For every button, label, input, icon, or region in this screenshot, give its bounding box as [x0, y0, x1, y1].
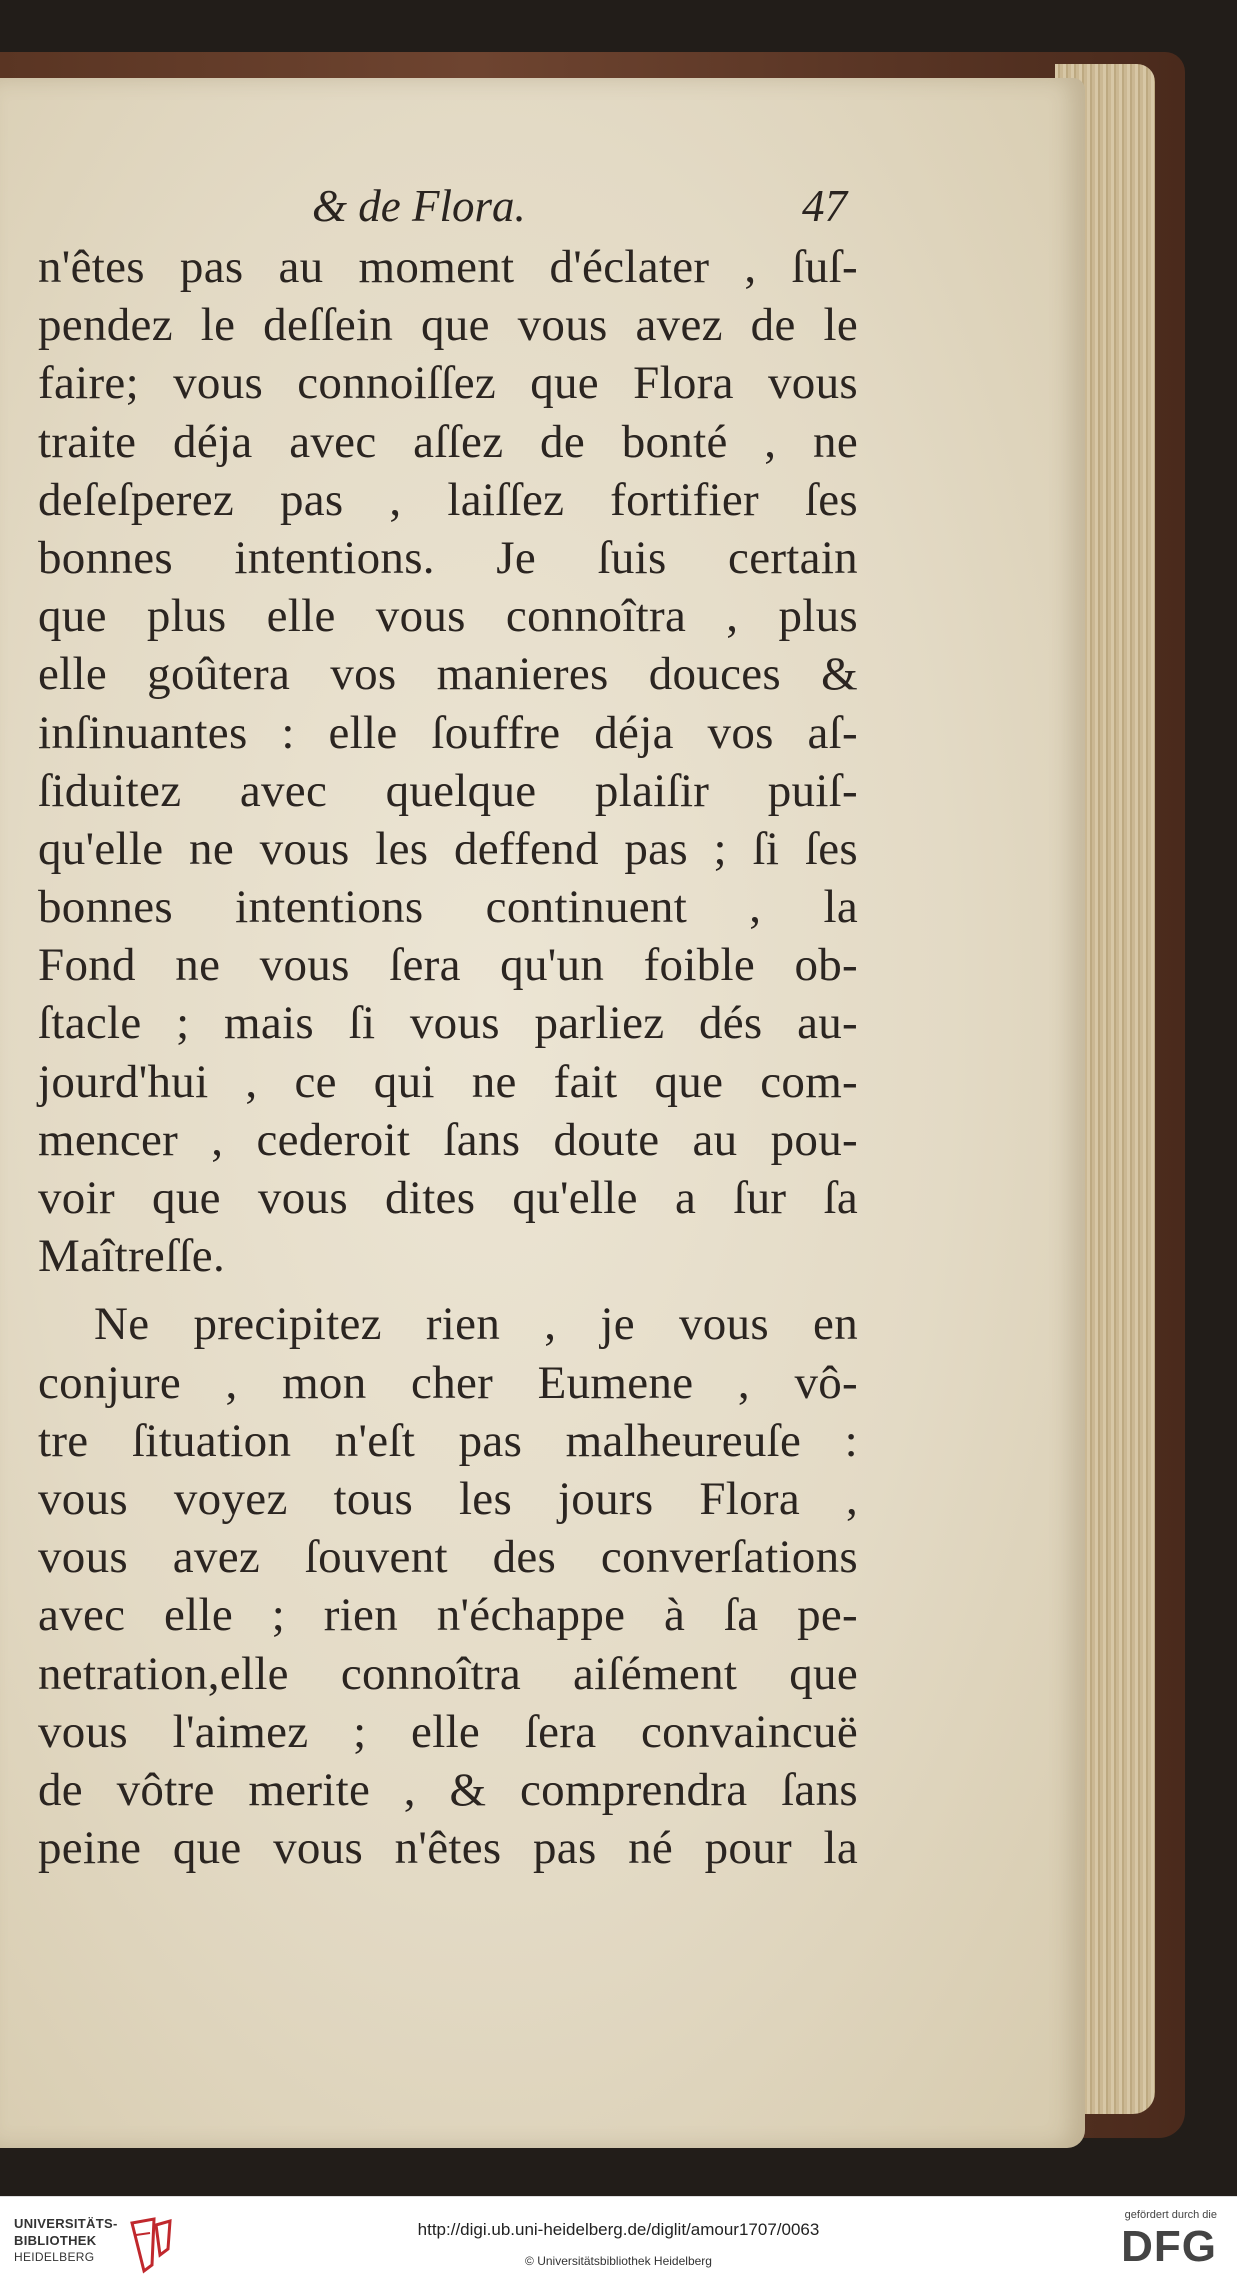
- running-head-title: & de Flora.: [312, 181, 526, 231]
- permalink-url[interactable]: http://digi.ub.uni-heidelberg.de/diglit/amour1707/0063: [417, 2220, 820, 2239]
- text-line: peine que vous n'êtes pas né pour la: [38, 1822, 858, 1875]
- library-name-line1: UNIVERSITÄTS-: [14, 2216, 118, 2231]
- text-line: netration,elle connoîtra aiſément que: [38, 1647, 858, 1700]
- text-line: elle goûtera vos manieres douces &: [38, 648, 858, 701]
- text-line: conjure , mon cher Eumene , vô-: [38, 1356, 858, 1409]
- library-name-line2: BIBLIOTHEK: [14, 2233, 97, 2248]
- viewer-footer: [0, 2196, 1237, 2287]
- page-number: 47: [802, 181, 847, 231]
- dfg-funding: [1097, 2209, 1217, 2271]
- dfg-logo: DFG: [1121, 2222, 1217, 2271]
- text-line: ſiduitez avec quelque plaiſir puiſ-: [38, 764, 858, 817]
- text-line: Ne precipitez rien , je vous en: [94, 1298, 858, 1351]
- text-line: vous avez ſouvent des converſations: [38, 1531, 858, 1584]
- text-line: deſeſperez pas , laiſſez fortifier ſes: [38, 473, 858, 526]
- text-line: Fond ne vous ſera qu'un foible ob-: [38, 939, 858, 992]
- text-line: pendez le deſſein que vous avez de le: [38, 299, 858, 352]
- text-line: mencer , cederoit ſans doute au pou-: [38, 1113, 858, 1166]
- text-line: n'êtes pas au moment d'éclater , ſuſ-: [38, 241, 858, 293]
- text-line: voir que vous dites qu'elle a ſur ſa: [38, 1172, 858, 1224]
- text-line: qu'elle ne vous les deffend pas ; ſi ſes: [38, 822, 858, 875]
- text-line: Maîtreſſe.: [38, 1230, 226, 1283]
- text-line: ſtacle ; mais ſi vous parliez dés au-: [38, 997, 858, 1050]
- text-line: tre ſituation n'eſt pas malheureuſe :: [38, 1414, 858, 1467]
- text-line: traite déja avec aſſez de bonté , ne: [38, 415, 858, 468]
- text-line: faire; vous connoiſſez que Flora vous: [38, 357, 858, 410]
- library-name-line3: HEIDELBERG: [14, 2250, 95, 2264]
- text-line: vous voyez tous les jours Flora ,: [38, 1472, 858, 1525]
- text-line: inſinuantes : elle ſouffre déja vos aſ-: [38, 706, 858, 759]
- text-line: bonnes intentions continuent , la: [38, 881, 858, 934]
- page-text: [38, 238, 858, 1877]
- text-line: avec elle ; rien n'échappe à ſa pe-: [38, 1589, 858, 1642]
- funded-by-label: gefördert durch die: [1124, 2209, 1217, 2221]
- copyright-notice: © Universitätsbibliothek Heidelberg: [525, 2254, 712, 2268]
- text-line: que plus elle vous connoîtra , plus: [38, 590, 858, 643]
- text-line: vous l'aimez ; elle ſera convaincuë: [38, 1705, 858, 1758]
- text-line: de vôtre merite , & comprendra ſans: [38, 1763, 858, 1816]
- text-line: bonnes intentions. Je ſuis certain: [38, 531, 858, 584]
- text-line: jourd'hui , ce qui ne fait que com-: [38, 1055, 858, 1108]
